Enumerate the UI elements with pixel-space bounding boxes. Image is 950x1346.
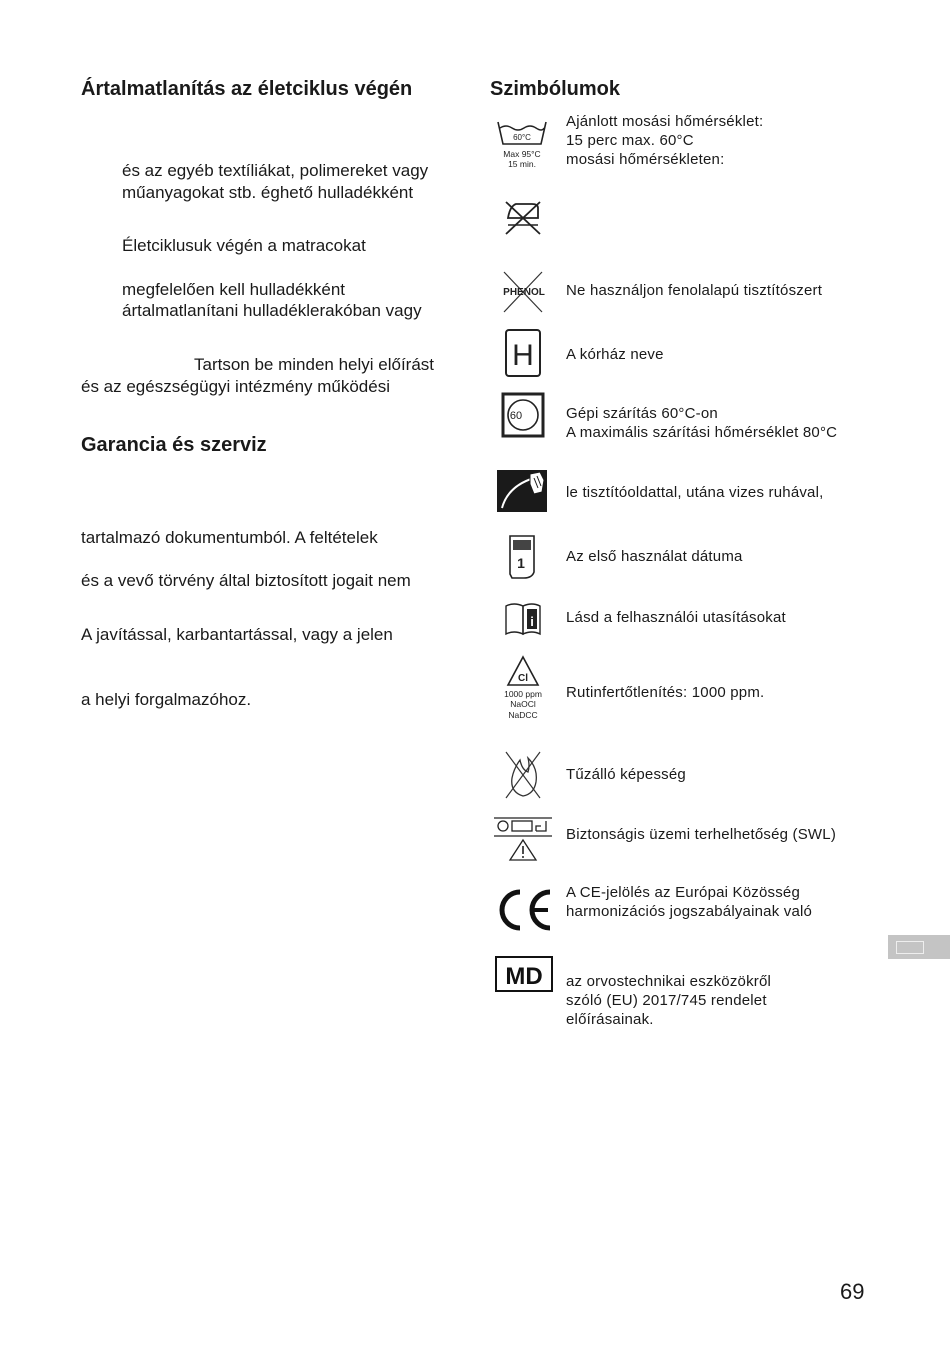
warranty-paragraph-line: tartalmazó dokumentumból. A feltételek: [81, 528, 378, 547]
warranty-paragraph-line: és a vevő törvény által biztosított jogait nem: [81, 571, 411, 590]
disposal-paragraph-line: ártalmatlanítani hulladéklerakóban vagy: [122, 301, 422, 320]
hospital-label: H: [512, 339, 534, 372]
wipe-clean-icon: [494, 466, 552, 522]
symbol-description-line: A CE-jelölés az Európai Közösség: [566, 884, 801, 901]
symbol-description-line: az orvostechnikai eszközökről: [566, 973, 772, 990]
symbol-description-line: A maximális szárítási hőmérséklet 80°C: [566, 424, 838, 441]
warranty-heading: Garancia és szerviz: [81, 434, 267, 456]
user-manual-icon: [494, 594, 552, 650]
tumble-dry-temp-label: 60: [509, 410, 523, 422]
symbol-description-line: szóló (EU) 2017/745 rendelet: [566, 992, 767, 1009]
wash-time-label: 15 min.: [508, 159, 536, 169]
disposal-paragraph-line: és az egyéb textíliákat, polimereket vagy: [122, 161, 429, 180]
disposal-paragraph-line: Tartson be minden helyi előírást: [194, 355, 435, 374]
symbol-description-line: Tűzálló képesség: [566, 766, 686, 783]
ce-mark-icon: [494, 882, 552, 938]
safe-working-load-icon: [494, 814, 552, 870]
first-use-date-icon: [494, 530, 552, 586]
symbol-description-line: Ne használjon fenolalapú tisztítószert: [566, 282, 823, 299]
chlorine-ppm-label: 1000 ppm: [504, 689, 542, 699]
chlorine-disinfection-icon: [494, 655, 552, 723]
chlorine-label: Cl: [518, 673, 528, 684]
symbol-description-line: A kórház neve: [566, 346, 664, 363]
symbol-description-line: Gépi szárítás 60°C-on: [566, 405, 718, 422]
tumble-dry-60-icon: [494, 392, 552, 448]
warranty-paragraph-line: A javítással, karbantartással, vagy a jelen: [81, 625, 393, 644]
wash-60-icon: [494, 118, 552, 174]
disposal-paragraph-line: és az egészségügyi intézmény működési: [81, 377, 390, 396]
symbol-description-line: Lásd a felhasználói utasításokat: [566, 609, 786, 626]
medical-device-icon: [494, 955, 554, 995]
page-number: 69: [840, 1279, 865, 1304]
symbol-description-line: harmonizációs jogszabályainak való: [566, 903, 813, 920]
wash-temp-label: 60°C: [513, 133, 531, 142]
language-tab: [888, 935, 950, 959]
language-tab-flag: [896, 941, 924, 954]
symbols-heading: Szimbólumok: [490, 78, 621, 100]
phenol-label: PHENOL: [503, 287, 545, 298]
symbol-description-line: le tisztítóoldattal, utána vizes ruhával,: [566, 484, 824, 501]
chlorine-nadcc-label: NaDCC: [508, 710, 538, 720]
disposal-paragraph-line: megfelelően kell hulladékként: [122, 280, 346, 299]
first-use-label: 1: [517, 555, 525, 571]
symbol-description-line: mosási hőmérsékleten:: [566, 151, 725, 168]
symbol-description-line: előírásainak.: [566, 1011, 654, 1028]
do-not-iron-icon: [494, 192, 552, 248]
symbol-description-line: 15 perc max. 60°C: [566, 132, 694, 149]
md-label: MD: [505, 963, 543, 990]
disposal-paragraph-line: Életciklusuk végén a matracokat: [122, 236, 366, 255]
wash-max-label: Max 95°C: [503, 149, 541, 159]
disposal-heading: Ártalmatlanítás az életciklus végén: [81, 78, 413, 100]
symbol-description-line: Rutinfertőtlenítés: 1000 ppm.: [566, 684, 765, 701]
symbol-description-line: Az első használat dátuma: [566, 548, 743, 565]
fire-resistant-icon: [494, 748, 552, 804]
chlorine-naocl-label: NaOCl: [510, 699, 536, 709]
hospital-icon: [494, 327, 552, 383]
symbol-description-line: Ajánlott mosási hőmérséklet:: [566, 113, 764, 130]
symbol-description-line: Biztonságis üzemi terhelhetőség (SWL): [566, 826, 837, 843]
warranty-paragraph-line: a helyi forgalmazóhoz.: [81, 690, 252, 709]
no-phenol-icon: [494, 266, 552, 322]
manual-info-label: i: [530, 614, 534, 629]
disposal-paragraph-line: műanyagokat stb. éghető hulladékként: [122, 183, 414, 202]
